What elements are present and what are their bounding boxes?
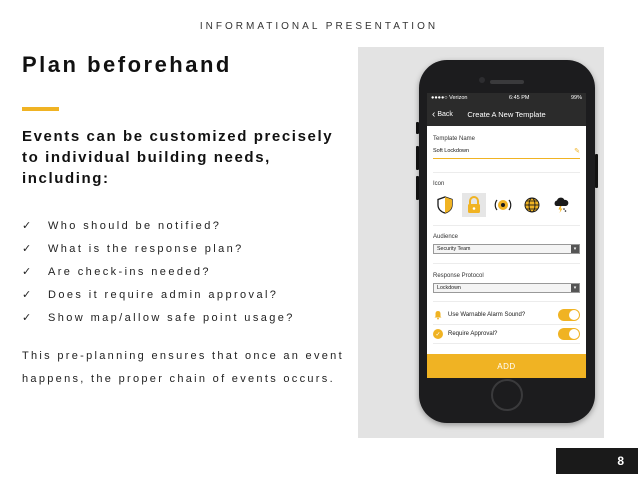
clock: 6:45 PM	[508, 95, 530, 101]
home-button	[491, 379, 523, 411]
checkmark-icon: ✓	[22, 243, 32, 255]
checkmark-icon: ✓	[22, 220, 32, 232]
chevron-left-icon: ‹	[432, 108, 436, 120]
alarm-sound-label: Use Warnable Alarm Sound?	[448, 312, 526, 318]
power-button	[595, 154, 598, 188]
alarm-sound-row	[433, 306, 580, 325]
response-protocol-section	[433, 264, 580, 302]
mute-switch	[416, 122, 419, 134]
pencil-icon[interactable]: ✎	[574, 148, 580, 155]
title-accent-bar	[22, 107, 59, 111]
nav-title: Create A New Template	[467, 110, 546, 119]
earpiece-speaker	[490, 80, 524, 84]
require-approval-row	[433, 325, 580, 344]
audience-select[interactable]: Security Team ▾	[433, 244, 580, 254]
alarm-icon[interactable]	[491, 193, 515, 217]
audience-section	[433, 226, 580, 264]
response-protocol-label: Response Protocol	[433, 273, 484, 279]
audience-label: Audience	[433, 234, 459, 240]
response-protocol-select[interactable]: Lockdown ▾	[433, 283, 580, 293]
summary-paragraph: This pre-planning ensures that once an event happens, the proper chain of events occurs.	[22, 350, 344, 385]
bell-icon	[433, 310, 443, 320]
icon-label: Icon	[433, 181, 445, 187]
slide-title: Plan beforehand	[22, 52, 232, 77]
shield-icon[interactable]	[433, 193, 457, 217]
globe-icon[interactable]	[520, 193, 544, 217]
storm-cloud-icon[interactable]	[549, 193, 573, 217]
chevron-down-icon: ▾	[571, 284, 579, 292]
battery-label: 99%	[570, 95, 582, 101]
page-number: 8	[556, 448, 638, 474]
require-approval-toggle[interactable]	[558, 328, 580, 340]
volume-up-button	[416, 146, 419, 170]
nav-bar	[427, 103, 586, 126]
chevron-down-icon: ▾	[571, 245, 579, 253]
bullet-item: ✓ Does it require admin approval?	[22, 288, 279, 301]
bullet-item: ✓ Who should be notified?	[22, 219, 222, 232]
checkmark-icon: ✓	[22, 312, 32, 324]
checkmark-icon: ✓	[22, 289, 32, 301]
require-approval-label: Require Approval?	[448, 331, 498, 337]
alarm-sound-toggle[interactable]	[558, 309, 580, 321]
status-bar	[427, 93, 586, 103]
bullet-item: ✓ What is the response plan?	[22, 242, 244, 255]
bullet-item: ✓ Are check-ins needed?	[22, 265, 211, 278]
bullet-list	[22, 214, 295, 329]
back-button[interactable]: ‹ Back	[432, 108, 453, 120]
add-button[interactable]: ADD	[427, 354, 586, 378]
app-screen	[427, 93, 586, 378]
slide-subtitle: Events can be customized precisely to individual building needs, including:	[22, 128, 334, 187]
front-camera	[479, 77, 485, 83]
lock-icon[interactable]	[462, 193, 486, 217]
template-name-section	[433, 126, 580, 173]
icon-picker	[433, 193, 580, 217]
bullet-item: ✓ Show map/allow safe point usage?	[22, 311, 295, 324]
check-circle-icon: ✓	[433, 329, 443, 339]
checkmark-icon: ✓	[22, 266, 32, 278]
carrier-label: ●●●●○ Verizon	[431, 95, 468, 101]
template-name-input[interactable]: Soft Lockdown ✎	[433, 147, 580, 159]
icon-section	[433, 173, 580, 226]
template-name-label: Template Name	[433, 136, 476, 142]
volume-down-button	[416, 176, 419, 200]
presentation-header: INFORMATIONAL PRESENTATION	[199, 21, 439, 32]
